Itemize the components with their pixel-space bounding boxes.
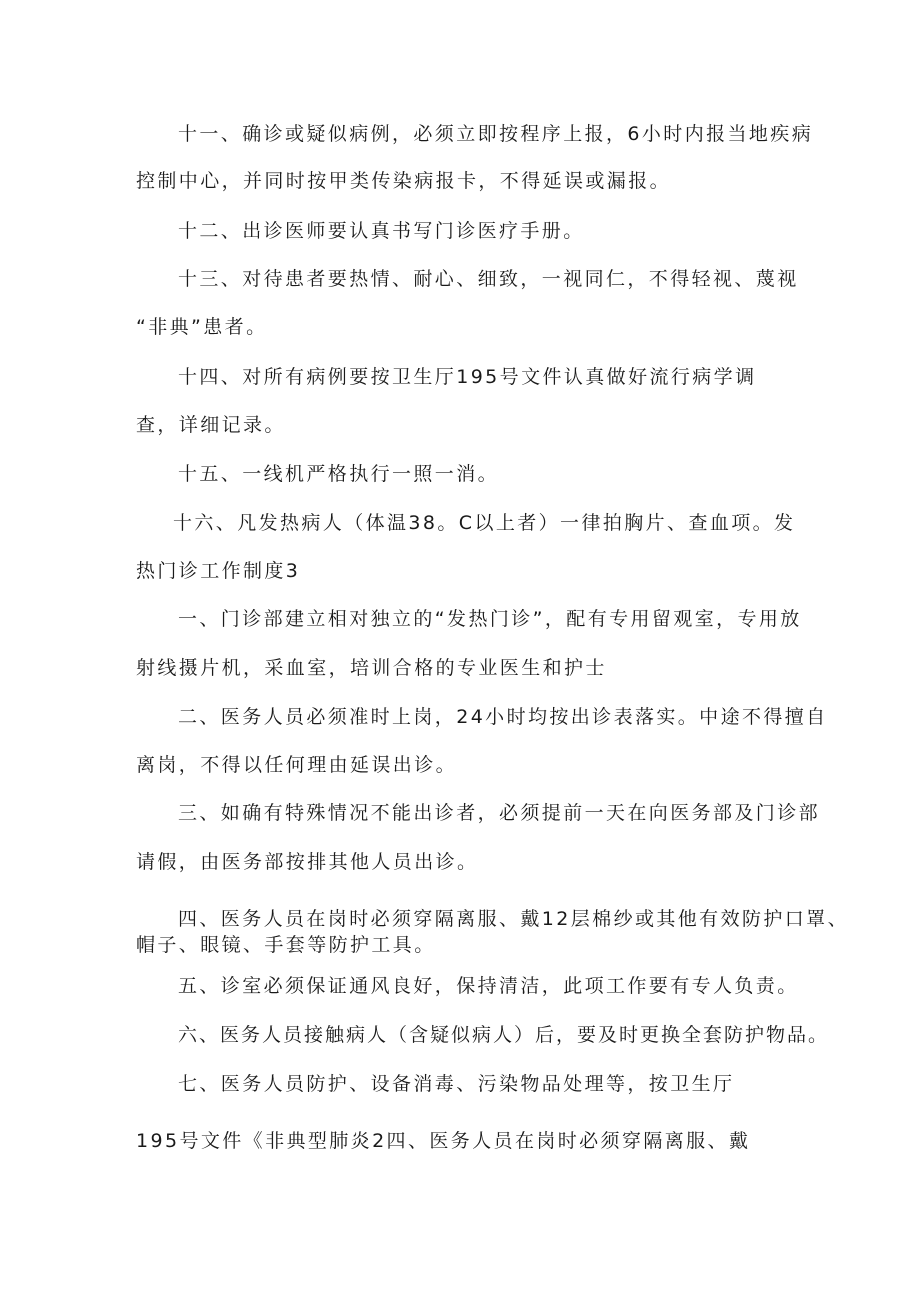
text-line: 十四、对所有病例要按卫生厅195号文件认真做好流行病学调 bbox=[178, 366, 757, 388]
text-line: 十二、出诊医师要认真书写门诊医疗手册。 bbox=[178, 220, 585, 242]
text-line: 五、诊室必须保证通风良好，保持清洁，此项工作要有专人负责。 bbox=[178, 975, 799, 997]
text-line: 六、医务人员接触病人（含疑似病人）后，要及时更换全套防护物品。 bbox=[178, 1024, 830, 1046]
text-line: 二、医务人员必须准时上岗，24小时均按出诊表落实。中途不得擅自 bbox=[178, 706, 828, 728]
text-line: 一、门诊部建立相对独立的“发热门诊”，配有专用留观室，专用放 bbox=[178, 608, 802, 630]
text-line: 离岗，不得以任何理由延误出诊。 bbox=[136, 754, 458, 776]
text-line: 查，详细记录。 bbox=[136, 414, 286, 436]
text-line: 控制中心，并同时按甲类传染病报卡，不得延误或漏报。 bbox=[136, 170, 672, 192]
text-line: 请假，由医务部按排其他人员出诊。 bbox=[136, 851, 479, 873]
text-line: 热门诊工作制度3 bbox=[136, 560, 301, 582]
text-line: 帽子、眼镜、手套等防护工具。 bbox=[136, 934, 436, 956]
text-line: 射线摄片机，采血室，培训合格的专业医生和护士 bbox=[136, 657, 607, 679]
text-line: 十三、对待患者要热情、耐心、细致，一视同仁，不得轻视、蔑视 bbox=[178, 268, 799, 290]
text-line: 三、如确有特殊情况不能出诊者，必须提前一天在向医务部及门诊部 bbox=[178, 802, 821, 824]
text-line: 十六、凡发热病人（体温38。C以上者）一律拍胸片、查血项。发 bbox=[173, 512, 796, 534]
text-line: 十一、确诊或疑似病例，必须立即按程序上报，6小时内报当地疾病 bbox=[178, 123, 814, 145]
text-line: 七、医务人员防护、设备消毒、污染物品处理等，按卫生厅 bbox=[178, 1073, 735, 1095]
text-line: 十五、一线机严格执行一照一消。 bbox=[178, 463, 500, 485]
text-line: “非典”患者。 bbox=[136, 316, 268, 338]
text-line: 四、医务人员在岗时必须穿隔离服、戴12层棉纱或其他有效防护口罩、 bbox=[178, 908, 849, 930]
text-line: 195号文件《非典型肺炎2四、医务人员在岗时必须穿隔离服、戴 bbox=[136, 1130, 751, 1152]
